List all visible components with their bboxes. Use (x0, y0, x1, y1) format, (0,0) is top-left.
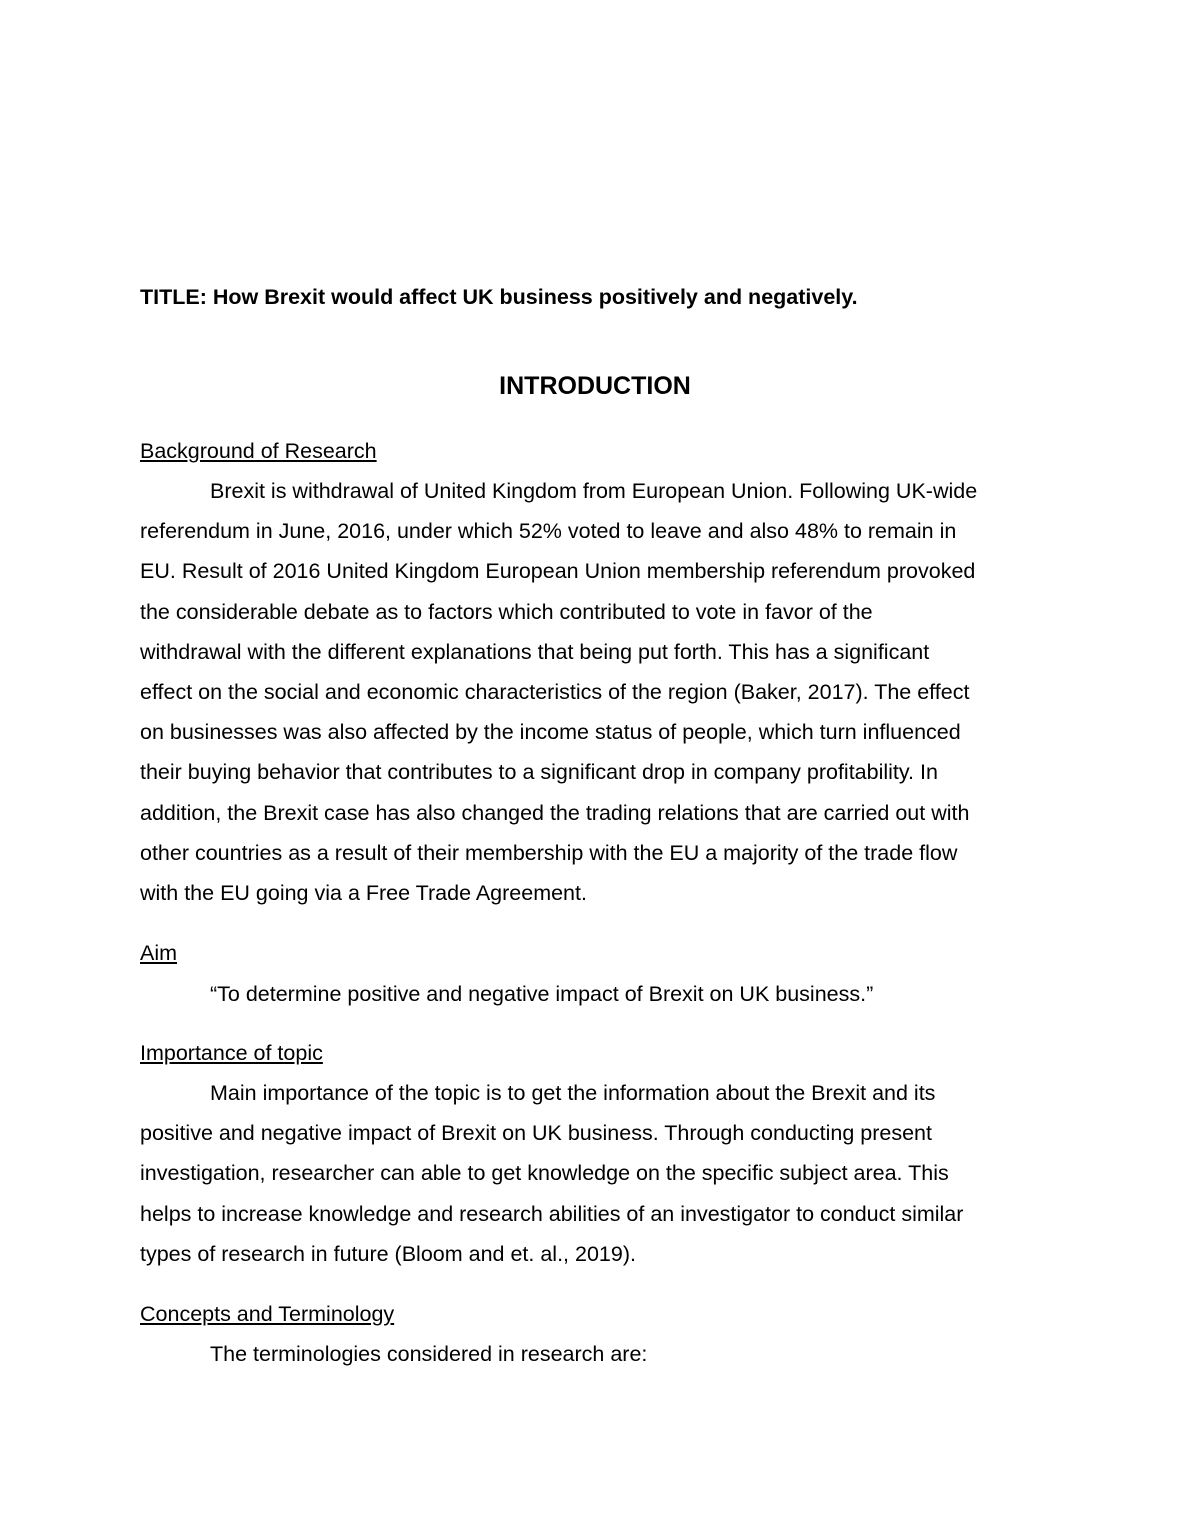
paragraph-line: with the EU going via a Free Trade Agreement. (140, 880, 587, 905)
paragraph-line: other countries as a result of their membership with the EU a majority of the trade flow (140, 840, 958, 865)
paragraph-line: addition, the Brexit case has also changed the trading relations that are carried out with (140, 800, 970, 825)
paragraph-line: the considerable debate as to factors which contributed to vote in favor of the (140, 599, 873, 624)
introduction-heading: INTRODUCTION (499, 372, 691, 400)
paragraph-line: “To determine positive and negative impact of Brexit on UK business.” (210, 982, 874, 1006)
importance-paragraph (140, 1073, 1050, 1274)
paragraph-line: helps to increase knowledge and research abilities of an investigator to conduct similar (140, 1201, 964, 1226)
paragraph-line: types of research in future (Bloom and et. al., 2019). (140, 1241, 636, 1266)
paragraph-line: investigation, researcher can able to get knowledge on the specific subject area. This (140, 1161, 949, 1186)
paragraph-line: referendum in June, 2016, under which 52% voted to leave and also 48% to remain in (140, 519, 957, 544)
paragraph-line: EU. Result of 2016 United Kingdom European Union membership referendum provoked (140, 559, 976, 584)
paragraph-line: Main importance of the topic is to get the information about the Brexit and its (210, 1081, 936, 1105)
aim-heading: Aim (140, 941, 178, 965)
background-paragraph (140, 471, 1050, 913)
paragraph-line: positive and negative impact of Brexit on UK business. Through conducting present (140, 1121, 932, 1146)
concepts-paragraph (140, 1334, 1050, 1374)
aim-paragraph (140, 974, 1050, 1014)
paragraph-line: effect on the social and economic characteristics of the region (Baker, 2017). The effect (140, 679, 970, 704)
paragraph-line: withdrawal with the different explanations that being put forth. This has a significant (140, 639, 930, 664)
paragraph-line: The terminologies considered in research are: (210, 1342, 648, 1366)
document-title: TITLE: How Brexit would affect UK business positively and negatively. (140, 285, 858, 309)
concepts-heading: Concepts and Terminology (140, 1302, 395, 1326)
paragraph-line: their buying behavior that contributes to a significant drop in company profitability. In (140, 760, 938, 785)
paragraph-line: on businesses was also affected by the income status of people, which turn influenced (140, 720, 961, 745)
paragraph-line: Brexit is withdrawal of United Kingdom from European Union. Following UK-wide (210, 479, 978, 503)
importance-heading: Importance of topic (140, 1041, 323, 1065)
background-heading: Background of Research (140, 439, 377, 463)
